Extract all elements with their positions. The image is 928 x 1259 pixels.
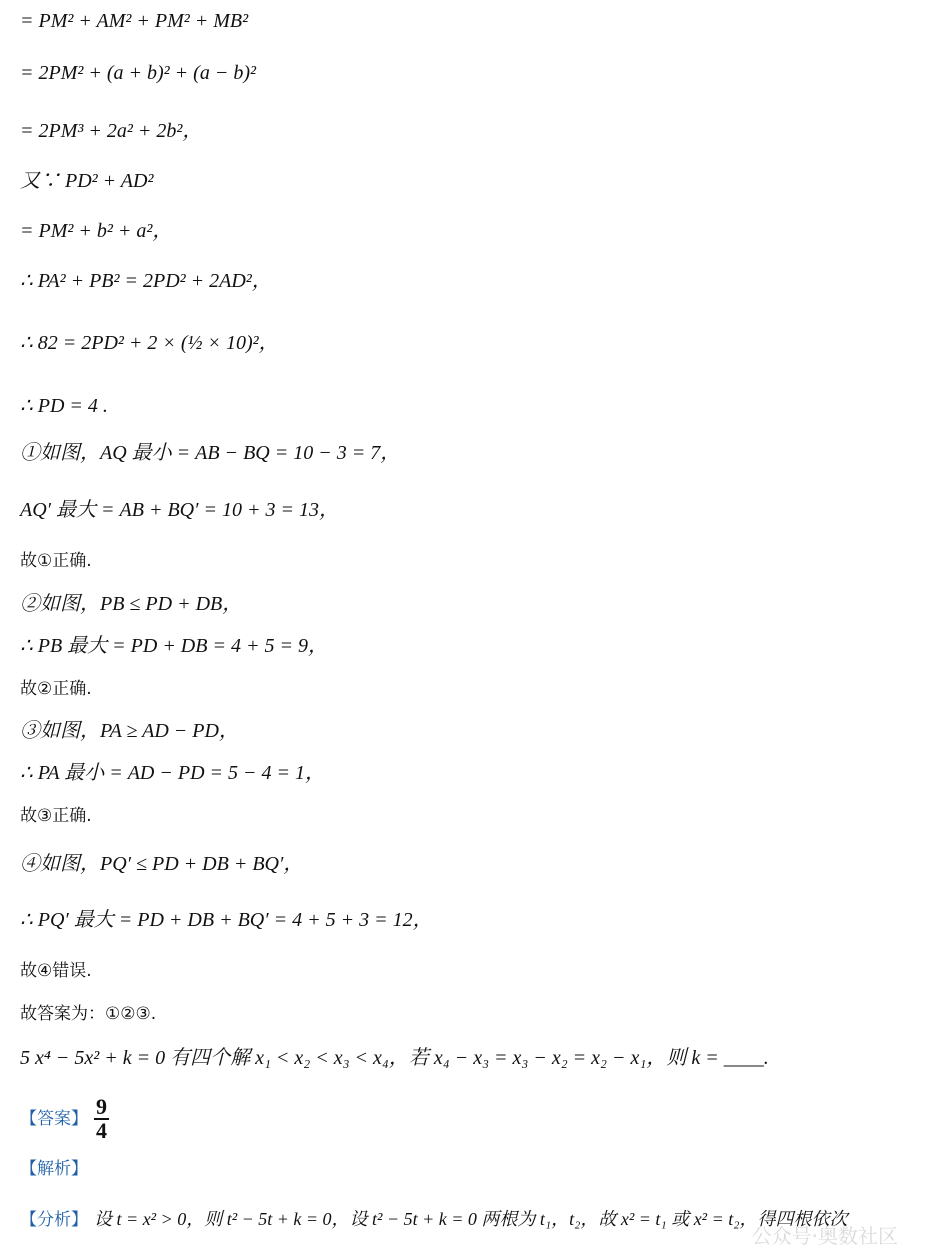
line-3: = 2PM³ + 2a² + 2b²， [20, 120, 203, 142]
line-5: = PM² + b² + a²， [20, 220, 173, 242]
line-17: 故③正确. [20, 806, 92, 826]
answer-label: 【答案】 [20, 1109, 88, 1129]
answer-fraction [94, 1096, 109, 1142]
line-1: = PM² + AM² + PM² + MB² [20, 10, 249, 32]
answer-row [20, 1096, 908, 1142]
line-9: ①如图，AQ 最小 = AB − BQ = 10 − 3 = 7， [20, 442, 401, 464]
line-6: ∴ PA² + PB² = 2PD² + 2AD²， [20, 270, 272, 292]
answer-denominator: 4 [96, 1118, 108, 1143]
line-12: ②如图，PB ≤ PD + DB， [20, 593, 243, 615]
line-4: 又∵ PD² + AD² [20, 170, 154, 192]
line-2: = 2PM² + (a + b)² + (a − b)² [20, 62, 256, 84]
fenxi-text: 设 t = x² > 0，则 t² − 5t + k = 0，设 t² − 5t + k = 0 两根为 t₁，t₂，故 x² = t₁ 或 x² = t₂，得四根依次 [94, 1209, 848, 1229]
watermark: 公众号·奥数社区 [751, 1224, 898, 1248]
line-19: ∴ PQ′ 最大 = PD + DB + BQ′ = 4 + 5 + 3 = 12， [20, 909, 433, 931]
line-18: ④如图，PQ′ ≤ PD + DB + BQ′， [20, 853, 304, 875]
analysis-label: 【解析】 [20, 1159, 88, 1179]
line-16: ∴ PA 最小 = AD − PD = 5 − 4 = 1， [20, 762, 326, 784]
line-11: 故①正确. [20, 551, 92, 571]
line-8: ∴ PD = 4 . [20, 395, 108, 417]
line-7: ∴ 82 = 2PD² + 2 × (½ × 10)²， [20, 332, 279, 354]
fenxi-label: 【分析】 [20, 1210, 88, 1230]
line-20: 故④错误. [20, 961, 92, 981]
question-5: 5 x⁴ − 5x² + k = 0 有四个解 x₁ < x₂ < x₃ < x₄，若 x₄ − x₃ = x₃ − x₂ = x₂ − x₁，则 k = ____. [20, 1047, 769, 1069]
line-13: ∴ PB 最大 = PD + DB = 4 + 5 = 9， [20, 635, 328, 657]
line-15: ③如图，PA ≥ AD − PD， [20, 720, 239, 742]
answer-numerator: 9 [96, 1094, 108, 1119]
line-21: 故答案为：①②③. [20, 1004, 157, 1024]
line-14: 故②正确. [20, 679, 92, 699]
line-10: AQ′ 最大 = AB + BQ′ = 10 + 3 = 13， [20, 499, 339, 521]
